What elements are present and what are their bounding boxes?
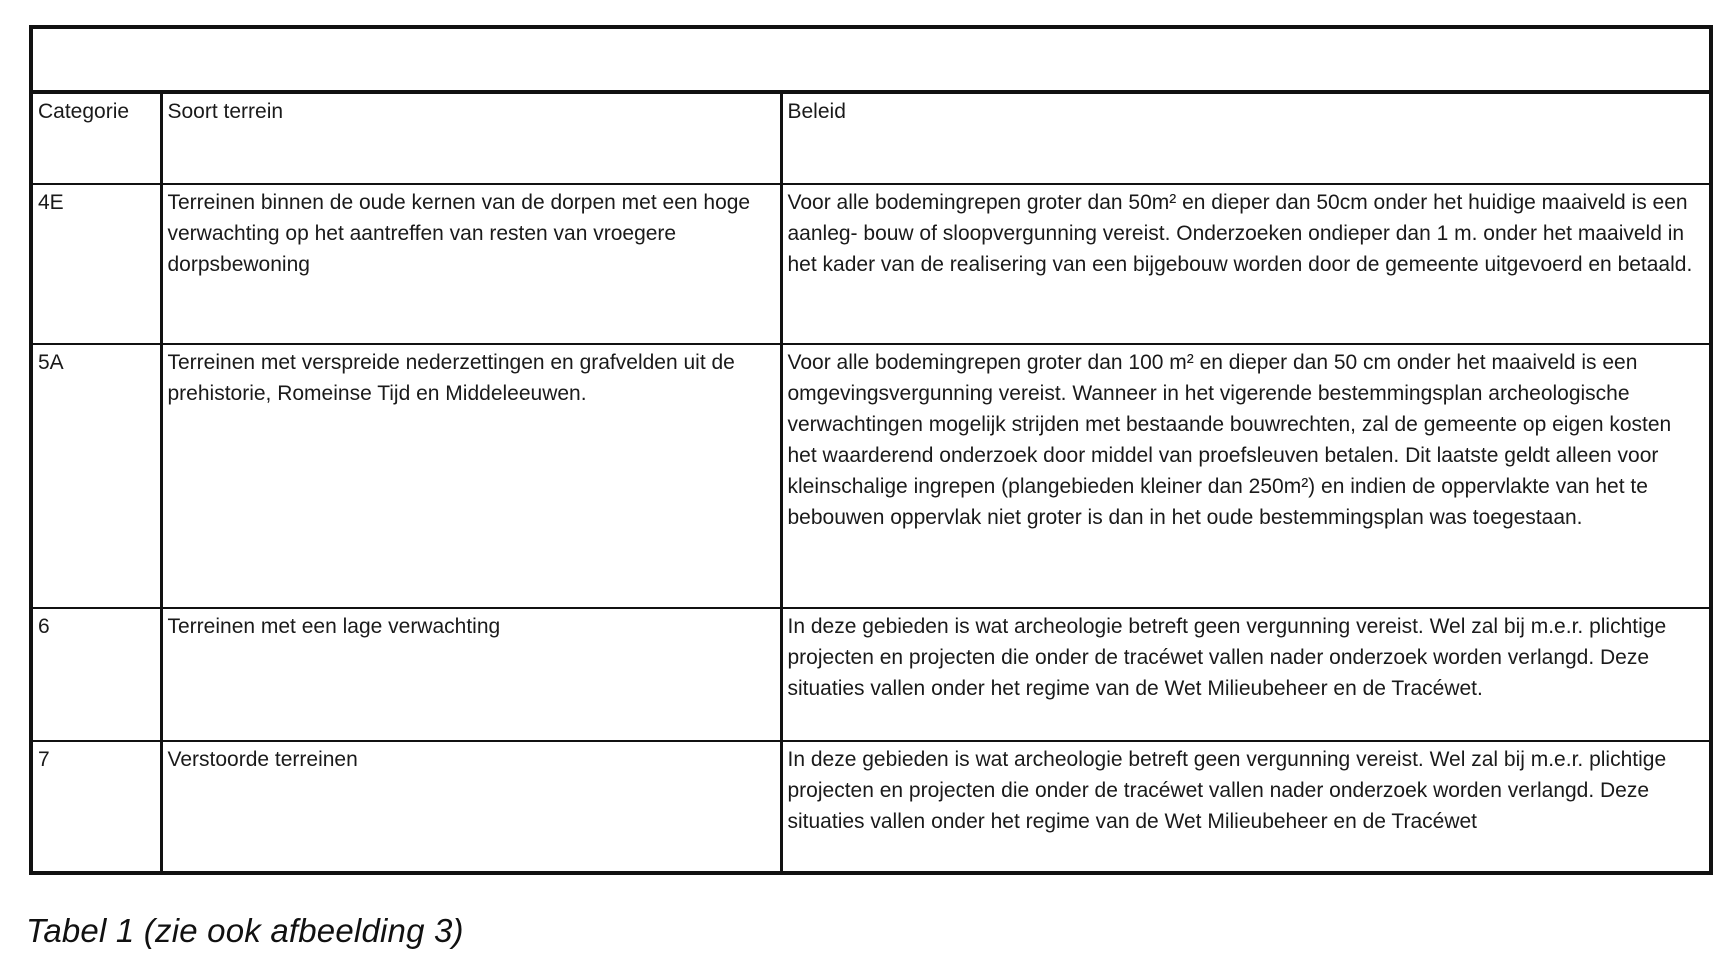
- categorie-cell: 7: [31, 741, 161, 873]
- categorie-cell: 5A: [31, 344, 161, 608]
- table-caption: Tabel 1 (zie ook afbeelding 3): [26, 912, 464, 949]
- soort-terrein-cell: Terreinen binnen de oude kernen van de dorpen met een hoge verwachting op het aantreffen van resten van vroegere dorpsbewoning: [161, 184, 781, 344]
- beleid-cell: Voor alle bodemingrepen groter dan 100 m² en dieper dan 50 cm onder het maaiveld is een omgevingsvergunning vereist. Wanneer in het vigerende bestemmingsplan archeologische verwachtingen mogelijk strijden met bestaande bouwrechten, zal de gemeente op eigen kosten het waarderend onderzoek door middel van proefsleuven betalen. Dit laatste geldt alleen voor kleinschalige ingrepen (plangebieden kleiner dan 250m²) en indien de oppervlakte van het te bebouwen oppervlak niet groter is dan in het oude bestemmingsplan was toegestaan.: [781, 344, 1711, 608]
- table-title-cell: [31, 27, 1711, 92]
- soort-terrein-cell: Verstoorde terreinen: [161, 741, 781, 873]
- soort-terrein-cell: Terreinen met verspreide nederzettingen en grafvelden uit de prehistorie, Romeinse Tijd en Middeleeuwen.: [161, 344, 781, 608]
- table-row: [31, 344, 1711, 608]
- table-row: [31, 608, 1711, 742]
- beleid-cell: In deze gebieden is wat archeologie betreft geen vergunning vereist. Wel zal bij m.e.r. plichtige projecten en projecten die onder de tracéwet vallen nader onderzoek worden verlangd. Deze situaties vallen onder het regime van de Wet Milieubeheer en de Tracéwet.: [781, 608, 1711, 742]
- categorie-cell: 6: [31, 608, 161, 742]
- beleid-cell: In deze gebieden is wat archeologie betreft geen vergunning vereist. Wel zal bij m.e.r. plichtige projecten en projecten die onder de tracéwet vallen nader onderzoek worden verlangd. Deze situaties vallen onder het regime van de Wet Milieubeheer en de Tracéwet: [781, 741, 1711, 873]
- soort-terrein-cell: Terreinen met een lage verwachting: [161, 608, 781, 742]
- header-soort-terrein: Soort terrein: [161, 92, 781, 184]
- beleid-cell: Voor alle bodemingrepen groter dan 50m² en dieper dan 50cm onder het huidige maaiveld is een aanleg- bouw of sloopvergunning vereist. Onderzoeken ondieper dan 1 m. onder het maaiveld in het kader van de realisering van een bijgebouw worden door de gemeente uitgevoerd en betaald.: [781, 184, 1711, 344]
- header-beleid: Beleid: [781, 92, 1711, 184]
- archeology-policy-table: [29, 25, 1713, 875]
- table-row: [31, 741, 1711, 873]
- table-title-row: [31, 27, 1711, 92]
- categorie-cell: 4E: [31, 184, 161, 344]
- header-categorie: Categorie: [31, 92, 161, 184]
- table-row: [31, 184, 1711, 344]
- table-header-row: [31, 92, 1711, 184]
